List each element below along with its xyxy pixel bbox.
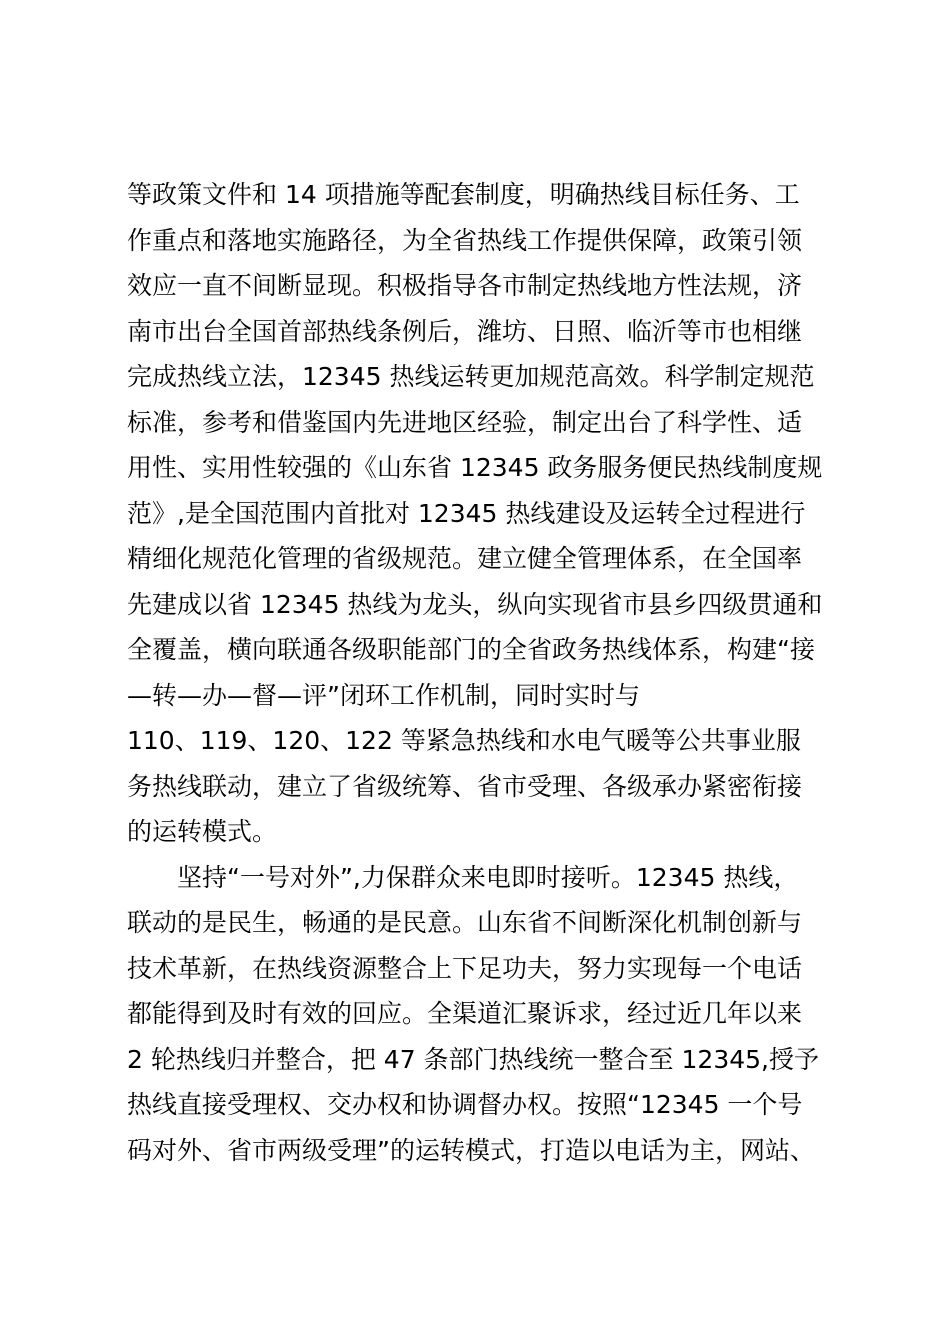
text-line: 110、119、120、122 等紧急热线和水电气暖等公共事业服: [127, 726, 801, 755]
text-line: 全覆盖，横向联通各级职能部门的全省政务热线体系，构建“接: [127, 635, 815, 664]
text-line: 标准，参考和借鉴国内先进地区经验，制定出台了科学性、适: [127, 407, 803, 437]
text-line: 技术革新，在热线资源整合上下足功夫，努力实现每一个电话: [127, 953, 803, 983]
paragraph-start-line: 坚持“一号对外”,力保群众来电即时接听。12345 热线，: [177, 862, 799, 892]
text-line: 热线直接受理权、交办权和协调督办权。按照“12345 一个号: [127, 1090, 803, 1119]
text-line: 范》,是全国范围内首批对 12345 热线建设及运转全过程进行: [127, 498, 806, 528]
text-line: 效应一直不间断显现。积极指导各市制定热线地方性法规，济: [127, 271, 803, 300]
text-line: 码对外、省市两级受理”的运转模式，打造以电话为主，网站、: [127, 1135, 815, 1165]
text-line: 作重点和落地实施路径，为全省热线工作提供保障，政策引领: [127, 225, 803, 255]
text-line: 完成热线立法，12345 热线运转更加规范高效。科学制定规范: [127, 362, 815, 391]
text-line: 先建成以省 12345 热线为龙头，纵向实现省市县乡四级贯通和: [127, 589, 823, 619]
text-line: 用性、实用性较强的《山东省 12345 政务服务便民热线制度规: [127, 453, 823, 482]
text-line: 的运转模式。: [127, 817, 278, 846]
text-line: —转—办—督—评”闭环工作机制，同时实时与: [127, 680, 640, 710]
text-line: 2 轮热线归并整合，把 47 条部门热线统一整合至 12345,授予: [127, 1044, 819, 1074]
text-line: 等政策文件和 14 项措施等配套制度，明确热线目标任务、工: [127, 180, 800, 209]
text-line: 精细化规范化管理的省级规范。建立健全管理体系，在全国率: [127, 544, 803, 573]
text-line: 联动的是民生，畅通的是民意。山东省不间断深化机制创新与: [127, 908, 803, 937]
text-line: 都能得到及时有效的回应。全渠道汇聚诉求，经过近几年以来: [127, 999, 803, 1028]
text-line: 南市出台全国首部热线条例后，潍坊、日照、临沂等市也相继: [127, 316, 803, 346]
body-text: [127, 172, 837, 1173]
text-line: 务热线联动，建立了省级统筹、省市受理、各级承办紧密衔接: [127, 771, 803, 801]
